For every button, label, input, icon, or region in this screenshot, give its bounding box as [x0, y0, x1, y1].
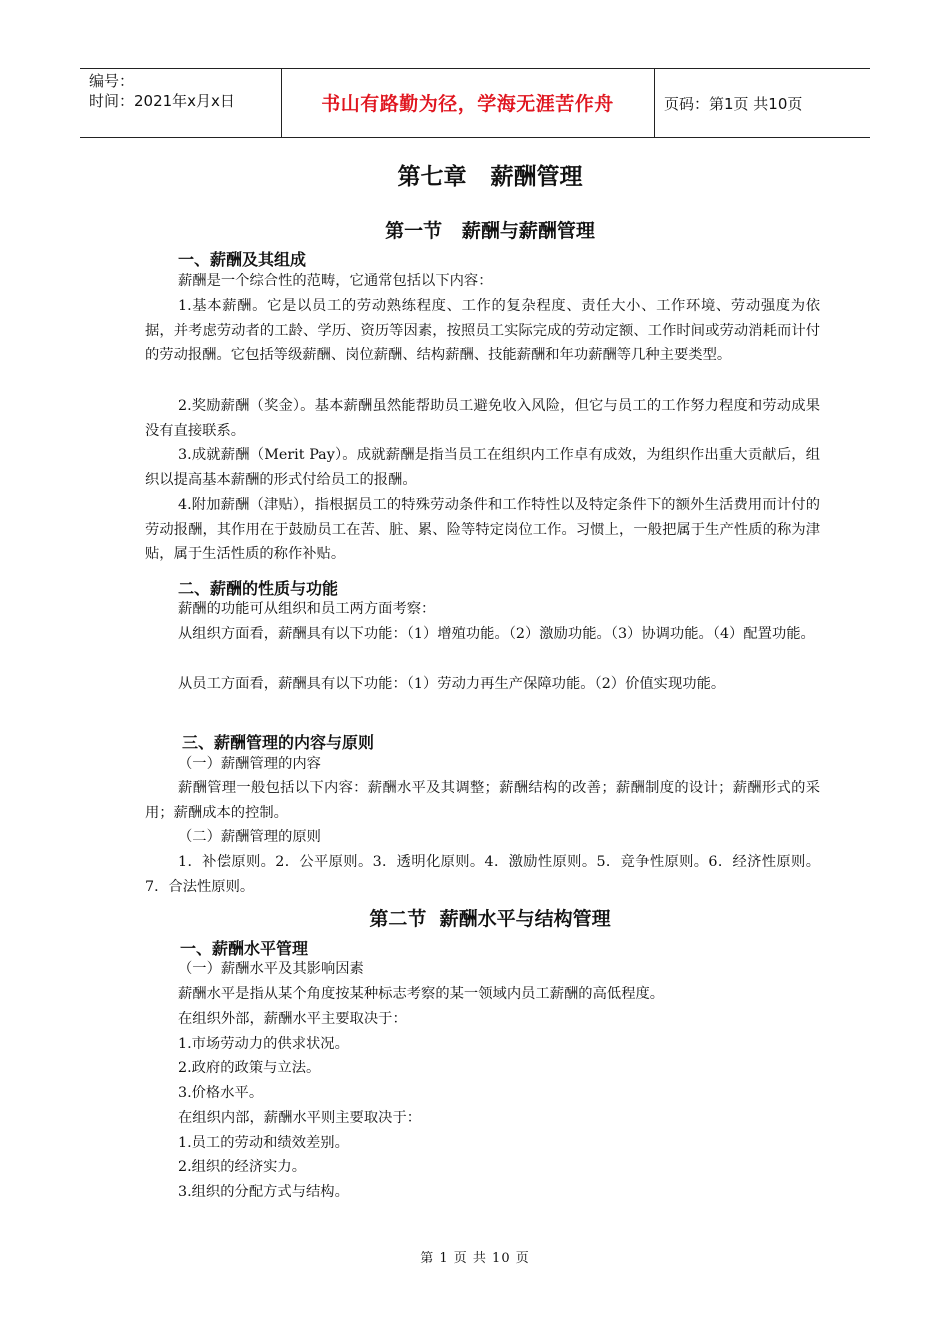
paragraph: 从员工方面看，薪酬具有以下功能：（1）劳动力再生产保障功能。（2）价值实现功能。 — [178, 676, 726, 692]
chapter-title: 第七章 薪酬管理 — [397, 164, 583, 190]
header-number-label: 编号： — [89, 72, 135, 90]
subheading: 三、薪酬管理的内容与原则 — [182, 733, 375, 752]
paragraph: 4.附加薪酬（津贴），指根据员工的特殊劳动条件和工作特性以及特定条件下的额外生活费用而计付的劳动报酬，其作用在于鼓励员工在苦、脏、累、险等特定岗位工作。习惯上，一般把属于生产性质的称为津贴，属于生活性质的称作补贴。 — [145, 497, 820, 563]
header-divider — [654, 69, 655, 137]
subheading: 一、薪酬水平管理 — [180, 939, 309, 958]
paragraph: （二）薪酬管理的原则 — [178, 829, 321, 845]
list-item: 薪酬水平是指从某个角度按某种标志考察的某一领域内员工薪酬的高低程度。 — [178, 986, 665, 1002]
paragraph: 2.奖励薪酬（奖金）。基本薪酬虽然能帮助员工避免收入风险，但它与员工的工作努力程度和劳动成果没有直接联系。 — [145, 398, 820, 439]
list-item: 3.价格水平。 — [178, 1085, 264, 1101]
paragraph: （一）薪酬管理的内容 — [178, 756, 321, 772]
list-item: 2.组织的经济实力。 — [178, 1159, 307, 1175]
subheading: 二、薪酬的性质与功能 — [178, 579, 339, 598]
paragraph: 1．补偿原则。2．公平原则。3．透明化原则。4．激励性原则。5．竞争性原则。6．经济性原则。7．合法性原则。 — [145, 854, 820, 895]
header-meta — [89, 71, 235, 111]
subheading: 一、薪酬及其组成 — [178, 250, 307, 269]
paragraph: 从组织方面看，薪酬具有以下功能：（1）增殖功能。（2）激励功能。（3）协调功能。（4）配置功能。 — [178, 626, 815, 642]
list-item: 1.市场劳动力的供求状况。 — [178, 1036, 349, 1052]
list-item: 3.组织的分配方式与结构。 — [178, 1184, 349, 1200]
paragraph: 薪酬是一个综合性的范畴，它通常包括以下内容： — [178, 273, 493, 289]
paragraph: 薪酬管理一般包括以下内容：薪酬水平及其调整；薪酬结构的改善；薪酬制度的设计；薪酬形式的采用；薪酬成本的控制。 — [145, 780, 820, 821]
list-item: 在组织内部，薪酬水平则主要取决于： — [178, 1110, 422, 1126]
header-motto: 书山有路勤为径，学海无涯苦作舟 — [321, 93, 614, 115]
header-page-info: 页码：第1页 共10页 — [664, 95, 803, 113]
document-header — [80, 68, 870, 138]
list-item: 1.员工的劳动和绩效差别。 — [178, 1135, 349, 1151]
list-item: 2.政府的政策与立法。 — [178, 1060, 321, 1076]
paragraph: 3.成就薪酬（Merit Pay）。成就薪酬是指当员工在组织内工作卓有成效，为组织作出重大贡献后，组织以提高基本薪酬的形式付给员工的报酬。 — [145, 447, 820, 488]
subsubheading: （一）薪酬水平及其影响因素 — [178, 961, 364, 977]
section-title: 第一节 薪酬与薪酬管理 — [385, 220, 595, 242]
list-item: 在组织外部，薪酬水平主要取决于： — [178, 1011, 407, 1027]
header-time-label: 时间：2021年x月x日 — [89, 92, 235, 110]
page-footer: 第 1 页 共 10 页 — [420, 1251, 530, 1266]
paragraph: 薪酬的功能可从组织和员工两方面考察： — [178, 601, 436, 617]
paragraph: 1.基本薪酬。它是以员工的劳动熟练程度、工作的复杂程度、责任大小、工作环境、劳动强度为依据，并考虑劳动者的工龄、学历、资历等因素，按照员工实际完成的劳动定额、工作时间或劳动消耗而计付的劳动报酬。它包括等级薪酬、岗位薪酬、结构薪酬、技能薪酬和年功薪酬等几种主要类型。 — [145, 298, 820, 364]
section-title: 第二节 薪酬水平与结构管理 — [369, 908, 611, 930]
